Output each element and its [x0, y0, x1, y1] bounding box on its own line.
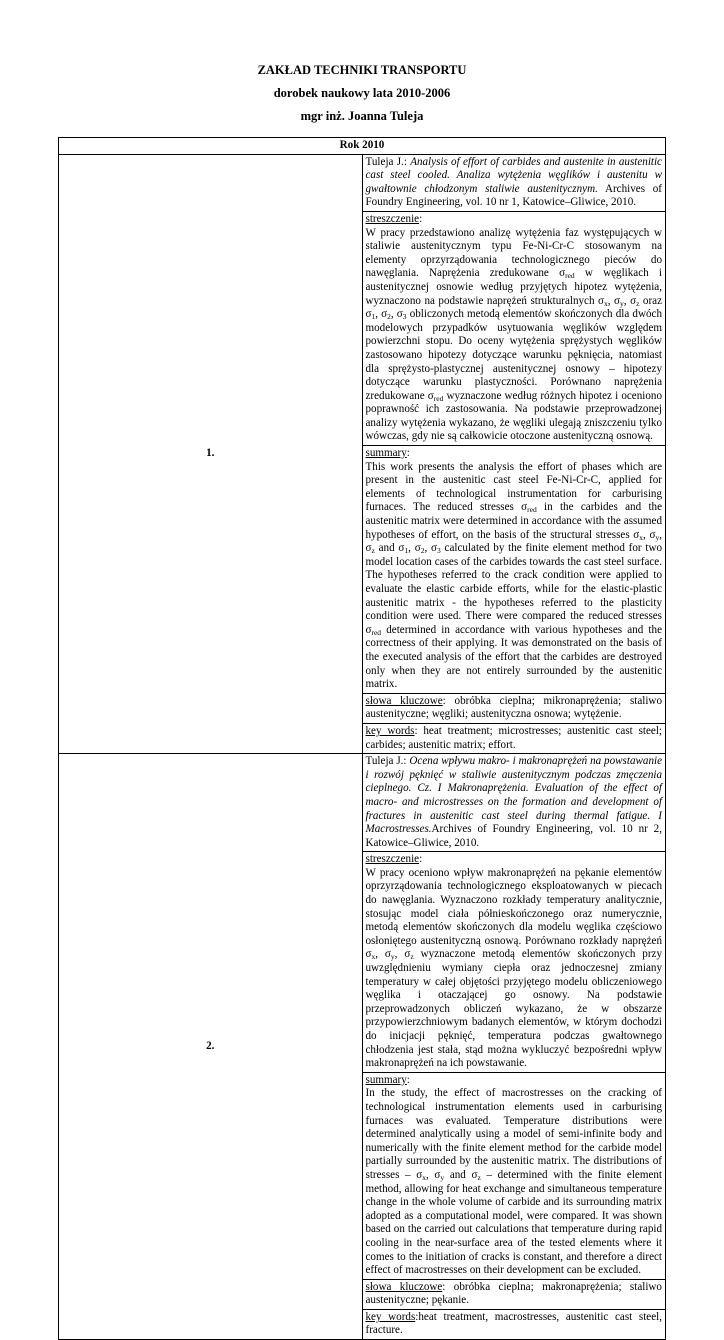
- subscript: y: [655, 532, 660, 542]
- publications-table: [58, 137, 666, 1340]
- entry-2-citation-row: [59, 754, 666, 852]
- summary-label: summary: [365, 1073, 407, 1086]
- subscript: z: [410, 952, 414, 962]
- subscript: z: [371, 546, 375, 556]
- abstract-text: W pracy przedstawiono analizę wytężenia faz występujących w staliwie austenitycznym typu Fe-Ni-Cr-C stosowanym na elementy oprzyrządowania technologicznego pieców do nawęglania. Naprężenia zredukowane σ: [365, 226, 662, 280]
- citation: [362, 154, 666, 211]
- abstract-pl: [362, 852, 666, 1073]
- subscript: y: [440, 1172, 445, 1182]
- summary-text: This work presents the analysis the effort of phases which are present in the austenitic cast steel Fe-Ni-Cr-C, applied for elements of technological instrumentation for carburising furnaces. The reduced stresses σ: [365, 460, 662, 514]
- abstract-text: w węglikach i austenitycznej osnowie według przyjętych hipotez wytężenia, wyznaczono na podstawie naprężeń strukturalnych σ: [365, 267, 662, 307]
- subscript: z: [636, 298, 640, 308]
- summary-text: , σ: [425, 1168, 441, 1181]
- abstract-text: , σ: [375, 948, 391, 961]
- abstract-text: wyznaczone według różnych hipotez i oceniono poprawność ich zastosowania. Na podstawie przeprowadzonej analizy wytężenia wykazano, że węgliki ulegają zniszczeniu tylko wówczas, gdy nie są całkowicie otoczone austenityczną osnową.: [365, 389, 663, 443]
- label-colon: :: [419, 212, 423, 225]
- citation-source: Archives of Foundry Engineering, vol. 10 nr 2, Katowice–Gliwice, 2010.: [365, 823, 662, 849]
- abstract-text: , σ: [375, 308, 388, 321]
- summary-text: and σ: [444, 1168, 478, 1181]
- summary-text: , σ: [424, 542, 437, 555]
- abstract-text: obliczonych metodą elementów skończonych dla dwóch modelowych przypadków usytuowania węglików względem powierzchni stopu. Do oceny wytężenia sprężystych węglików zastosowano hipotezy dotyczące warunku pęknięcia, natomiast dla sprężysto-plastycznej austenitycznej osnowy – hipotezy dotyczące warunku plastyczności. Porównano naprężenia zredukowane σ: [365, 308, 663, 402]
- label-colon: :: [406, 447, 410, 460]
- abstract-text: , σ: [607, 294, 621, 307]
- subscript: red: [527, 505, 537, 515]
- label-colon: :: [406, 1073, 410, 1086]
- subscript: 1: [404, 546, 409, 556]
- keywords-en: [362, 1309, 666, 1339]
- abstract-text: , σ: [623, 294, 637, 307]
- keywords-pl: [362, 1279, 666, 1309]
- document-subtitle: dorobek naukowy lata 2010-2006: [273, 86, 451, 100]
- keywords-en-text: : heat treatment; microstresses; austenitic cast steel; carbides; austenitic matrix; effort.: [365, 724, 662, 751]
- summary-text: – determined with the finite element method, allowing for heat exchange and simultaneous temperature change in the whole volume of carbide and its surrounding matrix adopted as a computational model, were compared. It was shown based on the carried out calculations that temperature during rapid cooling in the near-surface area of the tested elements where it comes to the initiation of cracks is constant, and therefore a direct effect of macrostresses on their development can be excluded.: [365, 1168, 663, 1277]
- abstract-pl-label: streszczenie: [365, 853, 420, 866]
- entry-1-citation-row: [59, 154, 666, 211]
- year-heading: Rok 2010: [59, 138, 666, 155]
- summary-en: [362, 1072, 666, 1279]
- summary-text: in the carbides and the austenitic matrix were determined in accordance with the assumed hypotheses of effort, on the basis of the structural stresses σ: [365, 501, 662, 541]
- entry-number: 1.: [59, 154, 363, 754]
- keywords-en: [362, 723, 666, 753]
- subscript: y: [390, 952, 395, 962]
- department-title: ZAKŁAD TECHNIKI TRANSPORTU: [257, 63, 467, 77]
- abstract-pl-label: streszczenie: [365, 212, 420, 225]
- citation-source: Archives of Foundry Engineering, vol. 10 nr 1, Katowice–Gliwice, 2010.: [365, 182, 662, 209]
- keywords-en-text: :heat treatment, macrostresses, austenitic cast steel, fracture.: [365, 1310, 662, 1337]
- subscript: x: [639, 532, 644, 542]
- abstract-pl: [362, 211, 666, 445]
- keywords-pl-label: słowa kluczowe: [365, 694, 443, 707]
- citation-title: Ocena wpływu makro- i makronaprężeń na powstawanie i rozwój pęknięć w staliwie austenitycznym podczas zmęczenia cieplnego. Cz. I Makronaprężenia. Evaluation of the effect of macro- and microstresses on the formation and development of fractures in austenitic cast steel during thermal fatigue. I Macrostresses.: [365, 755, 663, 836]
- subscript: y: [620, 298, 624, 308]
- subscript: x: [371, 952, 376, 962]
- subscript: x: [422, 1172, 426, 1182]
- subscript: 2: [387, 312, 391, 322]
- summary-text: determined in accordance with various hypotheses and the correctness of their applying. It was demonstrated on the basis of the executed analysis of the effort that the carbides are destroyed only when they are not entirely surrounded by the austenitic matrix.: [365, 623, 662, 691]
- keywords-en-label: key words: [365, 1310, 416, 1323]
- entry-number: 2.: [59, 754, 363, 1340]
- subscript: 1: [371, 312, 376, 322]
- abstract-text: wyznaczone metodą elementów skończonych przy uwzględnieniu wymiany ciepła oraz jednoczesnej zmiany temperatury w całej objętości przyjętego modelu obliczeniowego węglika i otaczającej go osnowy. Na podstawie przeprowadzonych obliczeń wykazano, że w obszarze przypowierzchniowym badanych elementów, w którym dochodzi do inicjacji pęknięć, temperatura podczas gwałtownego chłodzenia jest stała, stąd można wykluczyć bezpośredni wpływ makronaprężeń na ich powstawanie.: [365, 948, 663, 1070]
- summary-en: [362, 446, 666, 694]
- abstract-text: , σ: [394, 948, 411, 961]
- subscript: 2: [420, 546, 425, 556]
- summary-text: calculated by the finite element method for two model location cases of the carbides towards the cast steel surface. The hypotheses referred to the crack condition were applied to evaluate the elastic carbide efforts, while for the elastic-plastic austenitic matrix - the hypotheses referred to the plasticity condition were used. There were compared the reduced stresses σ: [365, 542, 663, 636]
- subscript: z: [477, 1172, 481, 1182]
- abstract-text: , σ: [390, 308, 403, 321]
- subscript: 3: [437, 546, 441, 556]
- summary-text: , σ: [408, 542, 421, 555]
- citation-author: Tuleja J.:: [365, 755, 410, 768]
- subscript: 3: [402, 312, 407, 322]
- keywords-pl-label: słowa kluczowe: [365, 1280, 443, 1293]
- abstract-text: oraz σ: [365, 294, 663, 321]
- subscript: red: [371, 627, 382, 637]
- citation: [362, 754, 666, 852]
- summary-text: In the study, the effect of macrostresses on the cracking of technological instrumentation elements used in carburising furnaces was evaluated. Temperature distributions were determined analytically using a model of semi-infinite body and numerically with the finite element method for the carbide model partially surrounded by the austenitic matrix. The distributions of stresses – σ: [365, 1087, 662, 1181]
- keywords-pl-text: : obróbka cieplna; makronaprężenia; staliwo austenityczne; pękanie.: [365, 1280, 662, 1307]
- author-name: mgr inż. Joanna Tuleja: [300, 109, 424, 123]
- keywords-en-label: key words: [365, 724, 415, 737]
- subscript: red: [565, 271, 575, 281]
- summary-text: and σ: [374, 542, 405, 555]
- label-colon: :: [419, 853, 423, 866]
- summary-text: , σ: [643, 528, 656, 541]
- summary-text: , σ: [365, 528, 662, 555]
- subscript: x: [604, 298, 608, 308]
- citation-title: Analysis of effort of carbides and austenite in austenitic cast steel cooled. Analiza wytężenia węglików i austenitu w gwałtownie chłodzonym staliwie austenitycznym.: [365, 155, 662, 195]
- keywords-pl-text: : obróbka cieplna; mikronaprężenia; staliwo austenityczne; węgliki; austenityczna osnowa; wytężenie.: [365, 694, 662, 721]
- citation-author: Tuleja J.:: [365, 155, 411, 168]
- subscript: red: [433, 393, 444, 403]
- year-row: [59, 138, 666, 155]
- keywords-pl: [362, 693, 666, 723]
- abstract-text: W pracy oceniono wpływ makronaprężeń na pękanie elementów oprzyrządowania technologicznego eksploatowanych w piecach do nawęglania. Wyznaczono rozkłady temperatury analitycznie, stosując model ciała półnieskończonego oraz numerycznie, metodą elementów skończonych dla modelu węglika częściowo osłoniętego austenityczną osnową. Porównano rozkłady naprężeń σ: [365, 866, 662, 961]
- summary-label: summary: [365, 447, 407, 460]
